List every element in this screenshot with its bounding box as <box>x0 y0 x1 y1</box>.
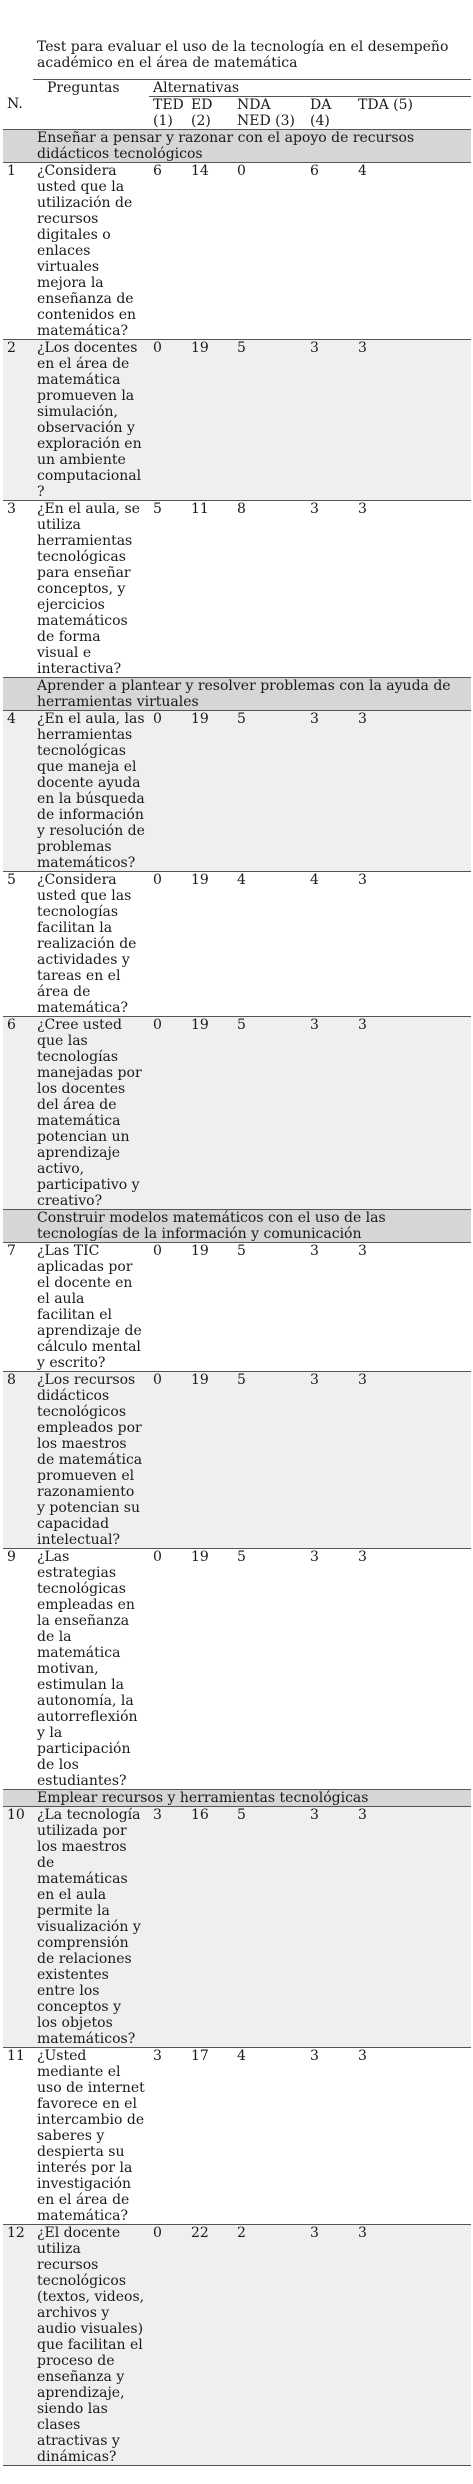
value-da: 3 <box>306 1549 354 1790</box>
table-row <box>3 2225 471 2466</box>
question-text: ¿Los docentes en el área de matemática promueven la simulación, observación y exploración en un ambiente computacional? <box>33 340 149 501</box>
value-tda: 3 <box>354 2225 471 2466</box>
value-ed: 19 <box>187 872 233 1017</box>
table-row <box>3 163 471 340</box>
value-ed: 22 <box>187 2225 233 2466</box>
value-nda-ned: 5 <box>233 1017 306 1210</box>
header-alt-nda-ned: NDA NED (3) <box>237 97 295 129</box>
value-ed: 19 <box>187 1372 233 1549</box>
row-number: 3 <box>3 501 33 678</box>
table-row <box>3 2048 471 2225</box>
value-ed: 16 <box>187 1807 233 2048</box>
table-row <box>3 1372 471 1549</box>
value-ted: 0 <box>149 872 187 1017</box>
value-ted: 6 <box>149 163 187 340</box>
value-tda: 3 <box>354 711 471 872</box>
value-ed: 19 <box>187 711 233 872</box>
value-da: 3 <box>306 501 354 678</box>
question-text: ¿Considera usted que las tecnologías facilitan la realización de actividades y tareas en el área de matemática? <box>33 872 149 1017</box>
value-tda: 3 <box>354 501 471 678</box>
row-number: 6 <box>3 1017 33 1210</box>
value-ted: 0 <box>149 1017 187 1210</box>
value-ted: 0 <box>149 2225 187 2466</box>
header-n: N. <box>7 95 23 112</box>
row-number: 10 <box>3 1807 33 2048</box>
value-ed: 17 <box>187 2048 233 2225</box>
header-alternativas: Alternativas <box>149 80 471 97</box>
section-spacer <box>3 678 33 711</box>
value-nda-ned: 5 <box>233 711 306 872</box>
value-da: 3 <box>306 2048 354 2225</box>
value-da: 3 <box>306 1372 354 1549</box>
question-text: ¿En el aula, las herramientas tecnológicas que maneja el docente ayuda en la búsqueda de información y resolución de problemas matemáticos? <box>33 711 149 872</box>
section-row <box>3 1210 471 1243</box>
question-text: ¿Considera usted que la utilización de recursos digitales o enlaces virtuales mejora la enseñanza de contenidos en matemática? <box>33 163 149 340</box>
value-nda-ned: 5 <box>233 1807 306 2048</box>
value-da: 3 <box>306 1243 354 1372</box>
value-tda: 3 <box>354 1372 471 1549</box>
value-tda: 3 <box>354 872 471 1017</box>
question-text: ¿Las estrategias tecnológicas empleadas en la enseñanza de la matemática motivan, estimulan la autonomía, la autorreflexión y la participación de los estudiantes? <box>33 1549 149 1790</box>
row-number: 12 <box>3 2225 33 2466</box>
value-nda-ned: 0 <box>233 163 306 340</box>
question-text: ¿Las TIC aplicadas por el docente en el aula facilitan el aprendizaje de cálculo mental y escrito? <box>33 1243 149 1372</box>
section-spacer <box>3 1790 33 1807</box>
value-da: 6 <box>306 163 354 340</box>
question-text: ¿Usted mediante el uso de internet favorece en el intercambio de saberes y despierta su interés por la investigación en el área de matemática? <box>33 2048 149 2225</box>
value-nda-ned: 5 <box>233 1549 306 1790</box>
header-alt-ted: TED (1) <box>153 97 184 129</box>
value-da: 3 <box>306 1807 354 2048</box>
table-row <box>3 1243 471 1372</box>
value-ed: 19 <box>187 340 233 501</box>
value-nda-ned: 4 <box>233 2048 306 2225</box>
title-row <box>3 37 471 80</box>
value-nda-ned: 8 <box>233 501 306 678</box>
table-row <box>3 1807 471 2048</box>
value-da: 3 <box>306 340 354 501</box>
row-number: 4 <box>3 711 33 872</box>
value-ted: 0 <box>149 340 187 501</box>
section-title: Enseñar a pensar y razonar con el apoyo de recursos didácticos tecnológicos <box>33 130 471 163</box>
value-ed: 19 <box>187 1017 233 1210</box>
row-number: 1 <box>3 163 33 340</box>
header-row-1 <box>3 80 471 97</box>
header-alt-ed: ED (2) <box>191 97 213 129</box>
section-title: Emplear recursos y herramientas tecnológicas <box>33 1790 471 1807</box>
question-text: ¿La tecnología utilizada por los maestros de matemáticas en el aula permite la visualización y comprensión de relaciones existentes entre los conceptos y los objetos matemáticos? <box>33 1807 149 2048</box>
value-da: 3 <box>306 2225 354 2466</box>
value-ed: 19 <box>187 1243 233 1372</box>
value-tda: 3 <box>354 1807 471 2048</box>
row-number: 8 <box>3 1372 33 1549</box>
table-row <box>3 501 471 678</box>
table-row <box>3 711 471 872</box>
value-da: 3 <box>306 1017 354 1210</box>
value-ted: 3 <box>149 1807 187 2048</box>
value-da: 3 <box>306 711 354 872</box>
table-title-cell <box>33 37 471 80</box>
value-ed: 14 <box>187 163 233 340</box>
value-nda-ned: 5 <box>233 340 306 501</box>
header-alt-da: DA (4) <box>310 97 332 129</box>
header-preguntas: Preguntas <box>47 80 120 96</box>
section-spacer <box>3 130 33 163</box>
section-title: Aprender a plantear y resolver problemas con la ayuda de herramientas virtuales <box>33 678 471 711</box>
value-da: 4 <box>306 872 354 1017</box>
value-nda-ned: 5 <box>233 1372 306 1549</box>
table-row <box>3 340 471 501</box>
value-nda-ned: 4 <box>233 872 306 1017</box>
row-number: 7 <box>3 1243 33 1372</box>
row-number: 5 <box>3 872 33 1017</box>
section-spacer <box>3 1210 33 1243</box>
question-text: ¿Los recursos didácticos tecnológicos empleados por los maestros de matemática promueven el razonamiento y potencian su capacidad intelectual? <box>33 1372 149 1549</box>
value-tda: 3 <box>354 340 471 501</box>
value-nda-ned: 2 <box>233 2225 306 2466</box>
section-row <box>3 130 471 163</box>
value-ed: 11 <box>187 501 233 678</box>
question-text: ¿El docente utiliza recursos tecnológicos (textos, videos, archivos y audio visuales) que facilitan el proceso de enseñanza y aprendizaje, siendo las clases atractivas y dinámicas? <box>33 2225 149 2466</box>
value-ted: 0 <box>149 1549 187 1790</box>
question-text: ¿En el aula, se utiliza herramientas tecnológicas para enseñar conceptos, y ejercicios matemáticos de forma visual e interactiva? <box>33 501 149 678</box>
value-ted: 0 <box>149 1372 187 1549</box>
value-tda: 4 <box>354 163 471 340</box>
value-tda: 3 <box>354 1243 471 1372</box>
value-nda-ned: 5 <box>233 1243 306 1372</box>
table-title: Test para evaluar el uso de la tecnología en el desempeño académico en el área de matemática <box>37 39 449 71</box>
value-ed: 19 <box>187 1549 233 1790</box>
value-ted: 3 <box>149 2048 187 2225</box>
row-number: 11 <box>3 2048 33 2225</box>
row-number: 9 <box>3 1549 33 1790</box>
table-row <box>3 1017 471 1210</box>
section-title: Construir modelos matemáticos con el uso de las tecnologías de la información y comunicación <box>33 1210 471 1243</box>
survey-table <box>3 37 471 2466</box>
table-row <box>3 1549 471 1790</box>
row-number: 2 <box>3 340 33 501</box>
header-alt-tda: TDA (5) <box>358 97 413 113</box>
section-row <box>3 1790 471 1807</box>
section-row <box>3 678 471 711</box>
value-tda: 3 <box>354 1017 471 1210</box>
value-tda: 3 <box>354 1549 471 1790</box>
value-ted: 5 <box>149 501 187 678</box>
value-tda: 3 <box>354 2048 471 2225</box>
value-ted: 0 <box>149 1243 187 1372</box>
value-ted: 0 <box>149 711 187 872</box>
table-row <box>3 872 471 1017</box>
question-text: ¿Cree usted que las tecnologías manejadas por los docentes del área de matemática potencian un aprendizaje activo, participativo y creativo? <box>33 1017 149 1210</box>
